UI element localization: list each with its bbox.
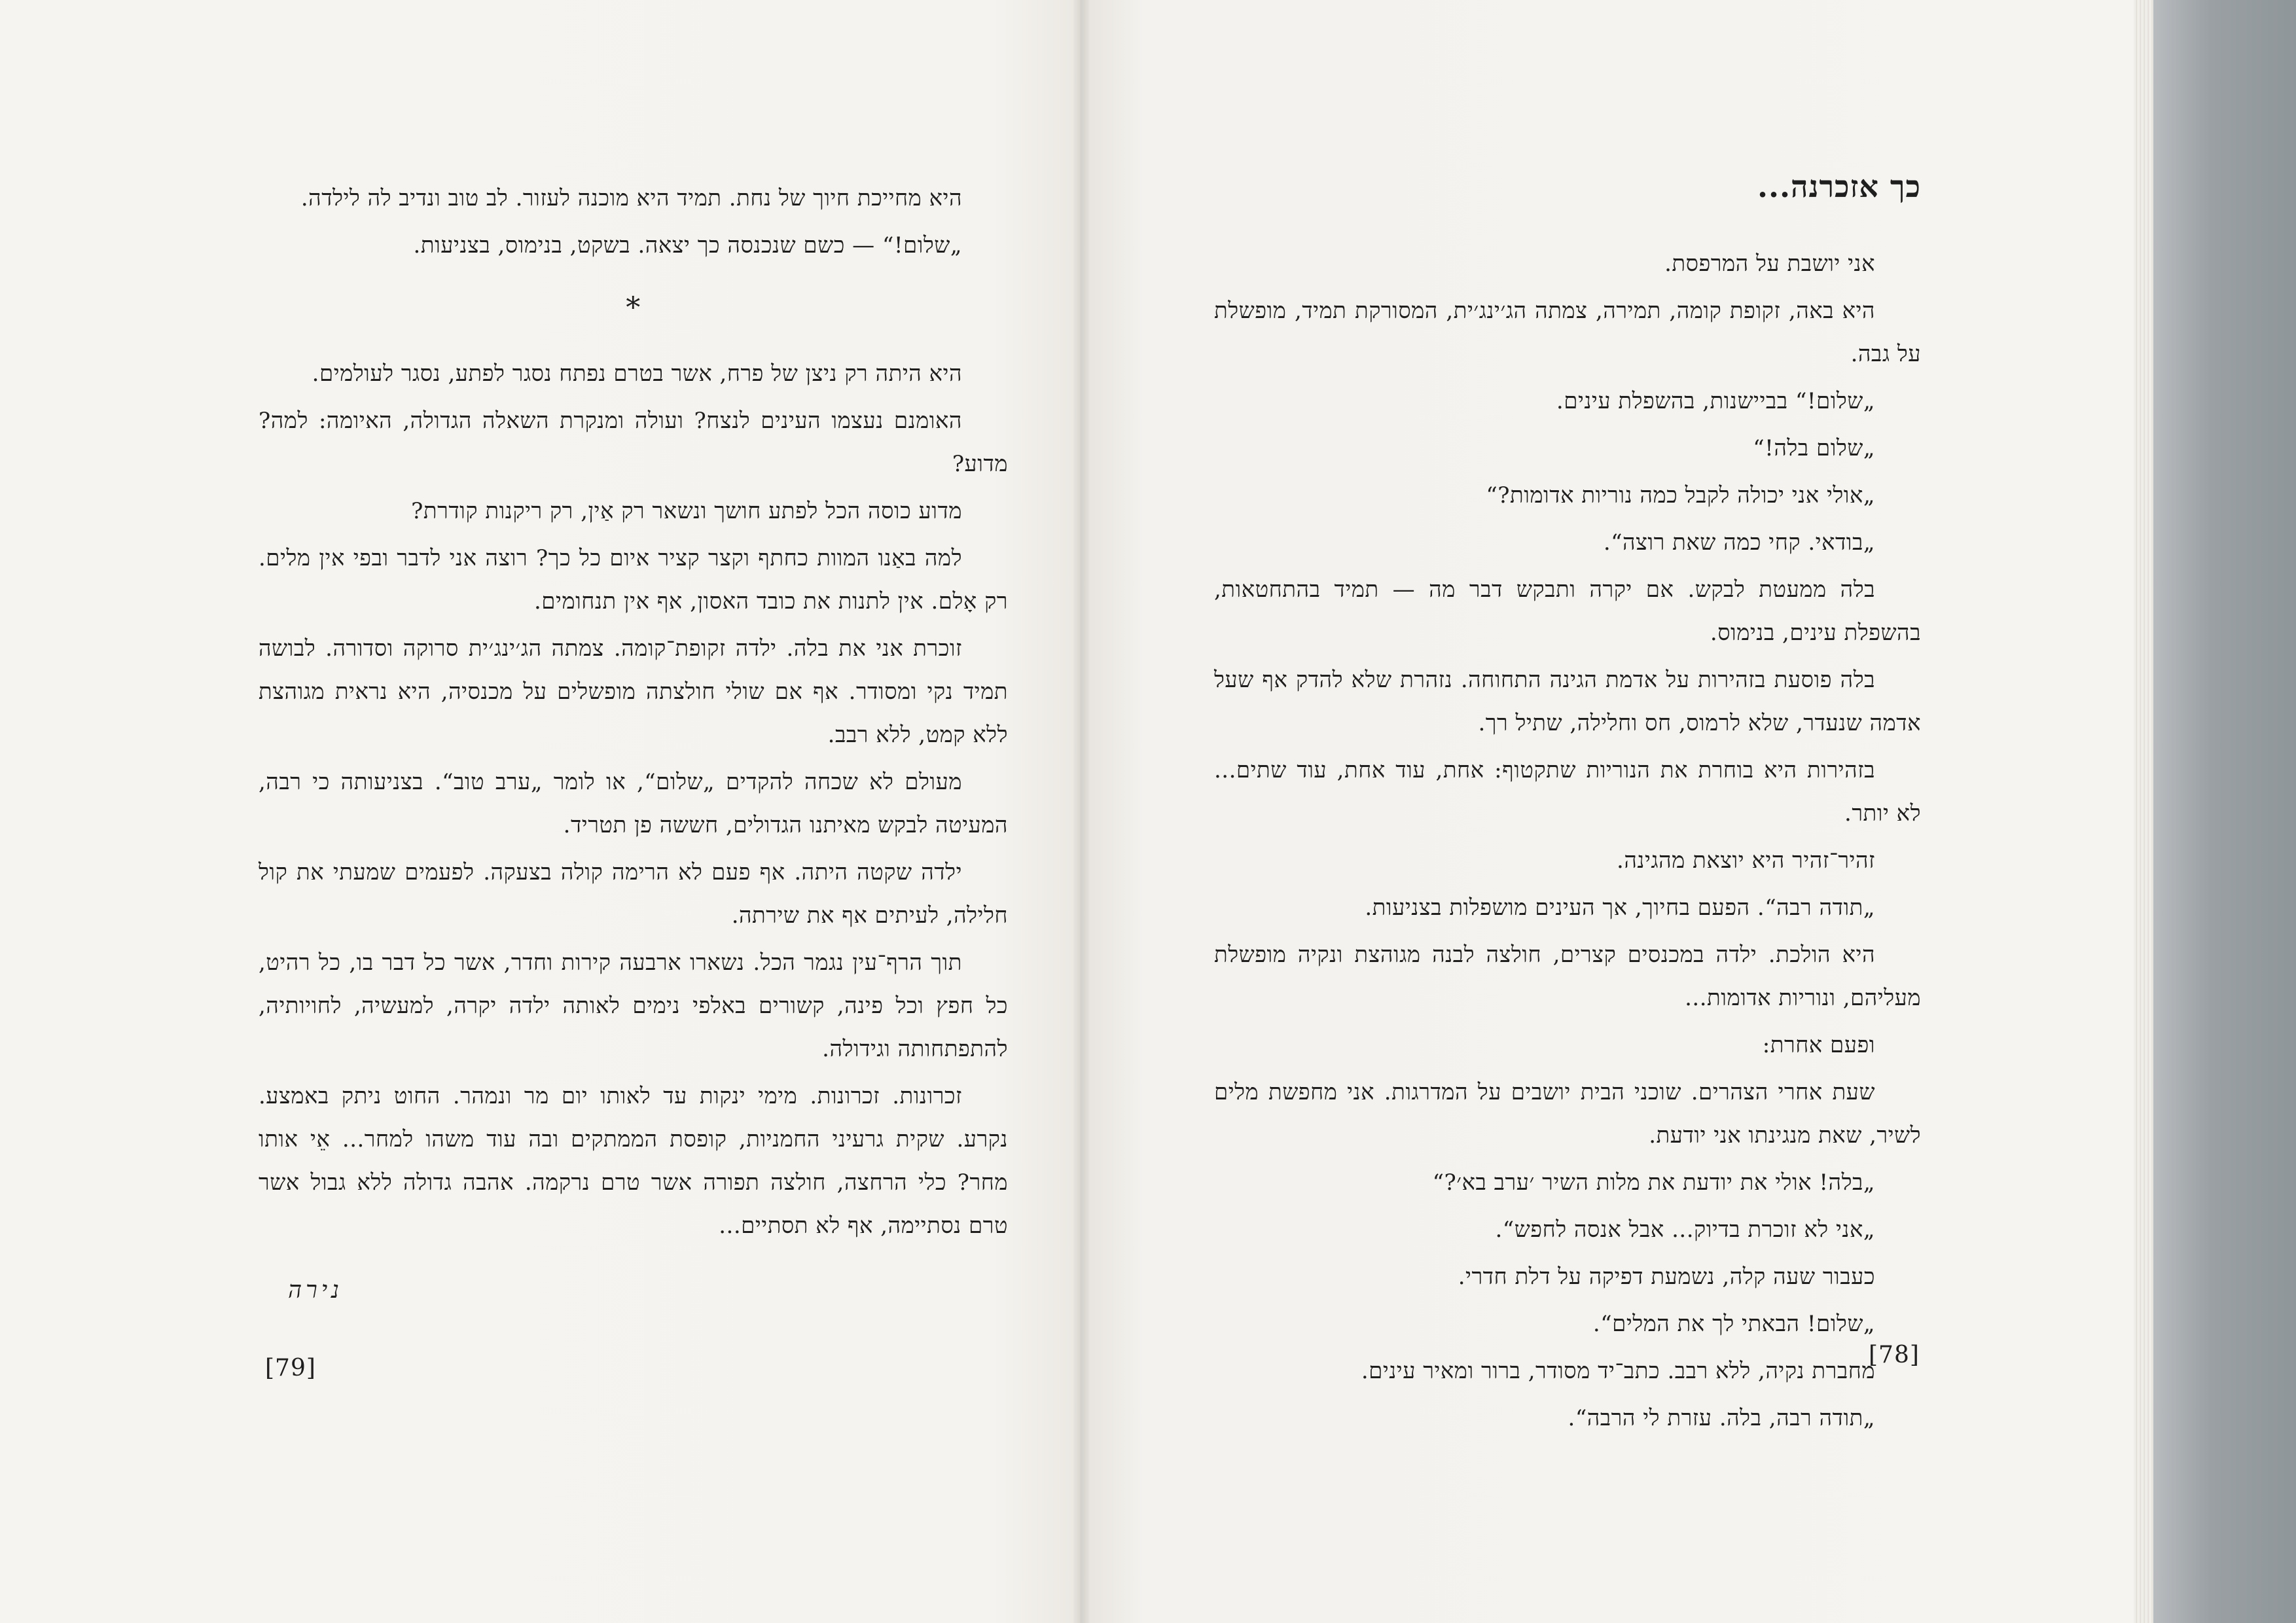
- paragraph: היא באה, זקופת קומה, תמירה, צמתה הג׳ינג׳ית, המסורקת תמיד, מופשלת על גבה.: [1214, 298, 1921, 367]
- paragraph: זוכרת אני את בלה. ילדה זקופת־קומה. צמתה הג׳ינג׳ית סרוקה וסדורה. לבושה תמיד נקי ומסודר. אף אם שולי חולצתה מופשלים על מכנסיה, היא נראית מגוהצת ללא קמט, ללא רבב.: [259, 635, 1008, 748]
- paragraph: „אולי אני יכולה לקבל כמה נוריות אדומות?“: [1486, 482, 1875, 508]
- scanner-background: [2153, 0, 2296, 1623]
- paragraph: בלה ממעטת לבקש. אם יקרה ותבקש דבר מה — תמיד בהתחטאות, בהשפלת עינים, בנימוס.: [1214, 577, 1921, 646]
- paragraph: מחברת נקיה, ללא רבב. כתב־יד מסודר, ברור ומאיר עינים.: [1361, 1358, 1875, 1384]
- paragraph: זהיר־זהיר היא יוצאת מהגינה.: [1617, 847, 1875, 874]
- section-separator: *: [626, 291, 641, 325]
- paragraph: „שלום!“ — כשם שנכנסה כך יצאה. בשקט, בנימוס, בצניעות.: [413, 232, 962, 259]
- paragraph: היא היתה רק ניצן של פרח, אשר בטרם נפתח נסגר לפתע, נסגר לעולמים.: [312, 361, 962, 387]
- paragraph: מעולם לא שכחה להקדים „שלום“, או לומר „ערב טוב“. בצניעותה כי רבה, המעיטה לבקש מאיתנו הגדולים, חששה פן תטריד.: [259, 769, 1008, 838]
- paragraph: „שלום! הבאתי לך את המלים“.: [1592, 1311, 1875, 1337]
- paragraph: „שלום!“ בביישנות, בהשפלת עינים.: [1556, 388, 1875, 414]
- chapter-title: כך אזכרנה...: [1757, 169, 1921, 204]
- paragraph: בזהירות היא בוחרת את הנוריות שתקטוף: אחת, עוד אחת, עוד שתים... לא יותר.: [1214, 757, 1921, 827]
- paragraph: היא הולכת. ילדה במכנסים קצרים, חולצה לבנה מגוהצת ונקיה מופשלת מעליהם, ונוריות אדומות...: [1214, 942, 1921, 1011]
- paragraph: ילדה שקטה היתה. אף פעם לא הרימה קולה בצעקה. לפעמים שמעתי את קול חלילה, לעיתים אף את שירתה.: [259, 859, 1008, 929]
- paragraph: „שלום בלה!“: [1753, 435, 1875, 461]
- left-page-text: [259, 177, 1008, 1251]
- paragraph: „בודאי. קחי כמה שאת רוצה“.: [1603, 529, 1875, 556]
- paragraph: תוך הרף־עין נגמר הכל. נשארו ארבעה קירות וחדר, אשר כל דבר בו, כל רהיט, כל חפץ וכל פינה, קשורים באלפי נימים לאותה ילדה יקרה, למעשיה, לחויותיה, להתפתחותה וגידולה.: [259, 950, 1008, 1062]
- paragraph: למה באַנו המוות כחתף וקצר קציר איום כל כך? רוצה אני לדבר ובפי אין מלים. רק אָלם. אין לתנות את כובד האסון, אף אין תנחומים.: [259, 545, 1008, 615]
- paragraph: כעבור שעה קלה, נשמעת דפיקה על דלת חדרי.: [1458, 1264, 1875, 1290]
- paragraph: בלה פוסעת בזהירות על אדמת הגינה התחוחה. נזהרת שלא להדק אף שעל אדמה שנעדר, שלא לרמוס, חס וחלילה, שתיל רך.: [1214, 667, 1921, 736]
- book-gutter: [1073, 0, 1089, 1623]
- paragraph: „אני לא זוכרת בדיוק... אבל אנסה לחפש“.: [1495, 1217, 1875, 1243]
- paragraph: שעת אחרי הצהרים. שוכני הבית יושבים על המדרגות. אני מחפשת מלים לשיר, שאת מנגינתו אני יודעת.: [1214, 1079, 1921, 1149]
- paragraph: „בלה! אולי את יודעת את מלות השיר ׳ערב בא׳?“: [1432, 1169, 1875, 1196]
- paragraph: זכרונות. זכרונות. מימי ינקות עד לאותו יום מר ונמהר. החוט ניתק באמצע. נקרע. שקית גרעיני החמניות, קופסת הממתקים ובה עוד משהו למחר... אֵי אותו מחר? כלי הרחצה, חולצה תפורה אשר טרם נרקמה. אהבה גדולה ללא גבול אשר טרם נסתיימה, אף לא תסתיים...: [259, 1083, 1008, 1239]
- paragraph: האומנם נעצמו העינים לנצח? ועולה ומנקרת השאלה הגדולה, האיומה: למה? מדוע?: [259, 408, 1008, 477]
- paragraph: אני יושבת על המרפסת.: [1664, 251, 1875, 277]
- right-page-text: [1214, 242, 1921, 1444]
- paragraph: מדוע כוסה הכל לפתע חושך ונשאר רק אַין, רק ריקנות קודרת?: [411, 498, 962, 524]
- page-number-right: [78]: [1869, 1342, 1920, 1368]
- paragraph: „תודה רבה“. הפעם בחיוך, אך העינים מושפלות בצניעות.: [1365, 895, 1875, 921]
- author-signature: נירה: [288, 1277, 343, 1304]
- paragraph: היא מחייכת חיוך של נחת. תמיד היא מוכנה לעזור. לב טוב ונדיב לה לילדה.: [300, 185, 962, 211]
- page-edges: [2134, 0, 2153, 1623]
- paragraph: ופעם אחרת:: [1762, 1032, 1875, 1058]
- paragraph: „תודה רבה, בלה. עזרת לי הרבה“.: [1568, 1405, 1875, 1431]
- page-number-left: [79]: [265, 1355, 316, 1382]
